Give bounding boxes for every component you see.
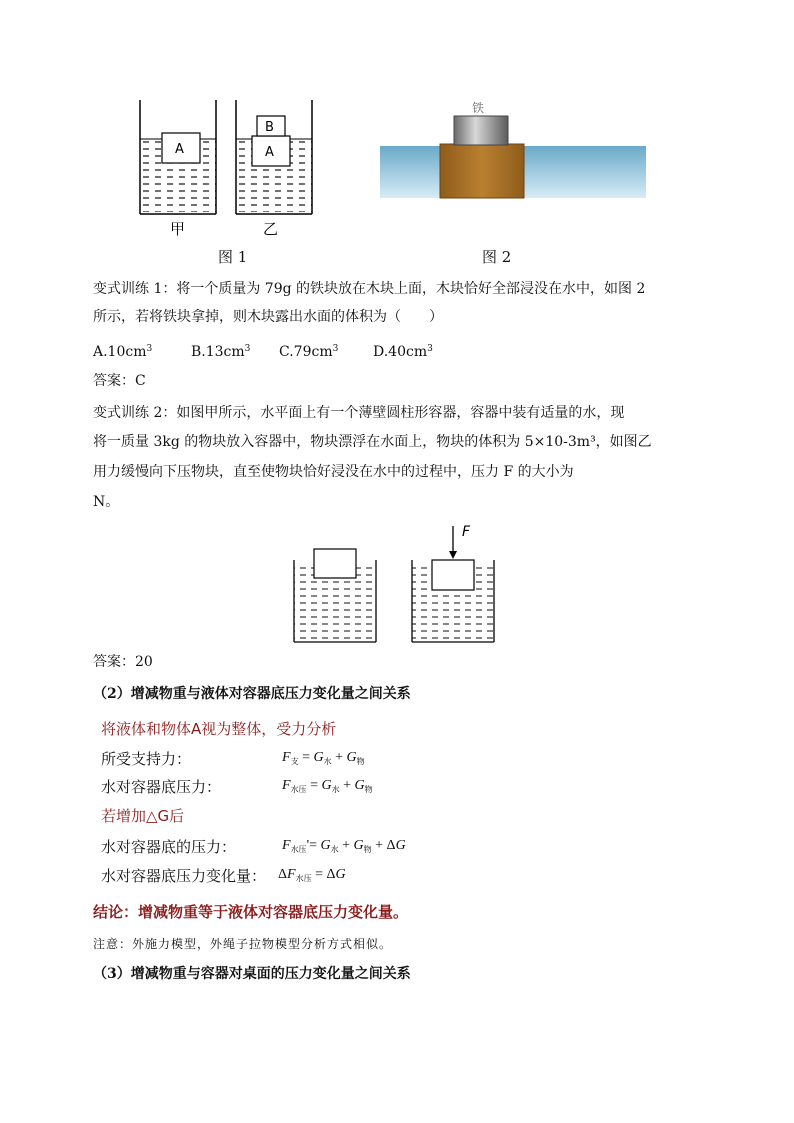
container-jia-2 [294, 549, 376, 642]
pressure-change-label: 水对容器底压力变化量： [101, 867, 267, 885]
exercise-2-answer: 答案：20 [93, 654, 153, 670]
option-a: $A.10cm^3$ [93, 344, 153, 360]
pressed-block [432, 560, 474, 590]
exercise-1-line-1: 变式训练 1：将一个质量为 79g 的铁块放在木块上面，木块恰好全部浸没在水中，如图 2 [93, 281, 646, 297]
label-jia: 甲 [170, 220, 186, 238]
figure-3-diagram [288, 522, 503, 646]
exercise-1-options [93, 339, 433, 362]
exercise-1-line-2: 所示，若将铁块拿掉，则木块露出水面的体积为（ ） [93, 309, 443, 325]
float-block [314, 549, 356, 578]
support-force-label: 所受支持力： [101, 750, 192, 768]
container-jia [140, 100, 216, 214]
block-a-jia-label: A [175, 142, 184, 157]
increase-label: 若增加△G后 [101, 807, 185, 825]
figure-1-caption: 图 1 [218, 248, 248, 266]
force-label: F [462, 524, 471, 540]
figure-1-diagram [130, 96, 330, 241]
wood-block [440, 144, 524, 198]
iron-label: 铁 [472, 101, 485, 115]
water-pressure-after-label: 水对容器底的压力： [101, 838, 237, 856]
container-yi [236, 100, 312, 214]
container-yi-2 [412, 524, 494, 642]
formula-water-pressure: $F_{水压} = G_水 + G_物$ [282, 778, 373, 794]
block-b-yi-label: B [265, 120, 274, 135]
section-2-intro: 将液体和物体A视为整体，受力分析 [101, 720, 337, 738]
exercise-1-answer: 答案：C [93, 373, 146, 389]
figure-2-caption: 图 2 [482, 248, 512, 266]
figure-2-diagram [378, 96, 648, 206]
exercise-2-line-4: N。 [93, 494, 120, 510]
formula-support: $F_支 = G_水 + G_物$ [282, 750, 365, 766]
formula-pressure-change: $\Delta F_{水压} = \Delta G$ [278, 867, 346, 883]
option-b: $B.13cm^3$ [191, 344, 251, 360]
water-pressure-label: 水对容器底压力： [101, 778, 222, 796]
conclusion: 结论：增减物重等于液体对容器底压力变化量。 [93, 903, 409, 921]
block-a-yi-label: A [265, 145, 274, 160]
option-c: $C.79cm^3$ [279, 344, 339, 360]
exercise-2-line-1: 变式训练 2：如图甲所示，水平面上有一个薄壁圆柱形容器，容器中装有适量的水，现 [93, 405, 625, 421]
note: 注意：外施力模型，外绳子拉物模型分析方式相似。 [93, 937, 393, 951]
label-yi: 乙 [263, 220, 279, 238]
section-3-heading: （3）增减物重与容器对桌面的压力变化量之间关系 [93, 966, 411, 982]
exercise-2-line-3: 用力缓慢向下压物块，直至使物块恰好浸没在水中的过程中，压力 F 的大小为 [93, 464, 574, 480]
section-2-heading: （2）增减物重与液体对容器底压力变化量之间关系 [93, 686, 411, 702]
exercise-2-line-2: 将一质量 3kg 的物块放入容器中，物块漂浮在水面上，物块的体积为 5×10-3m³，如图乙 [93, 434, 652, 450]
iron-block [454, 116, 508, 145]
formula-water-pressure-after: $F_{水压}'= G_水 + G_物 + \Delta G$ [282, 838, 406, 854]
option-d: $D.40cm^3$ [373, 344, 433, 360]
